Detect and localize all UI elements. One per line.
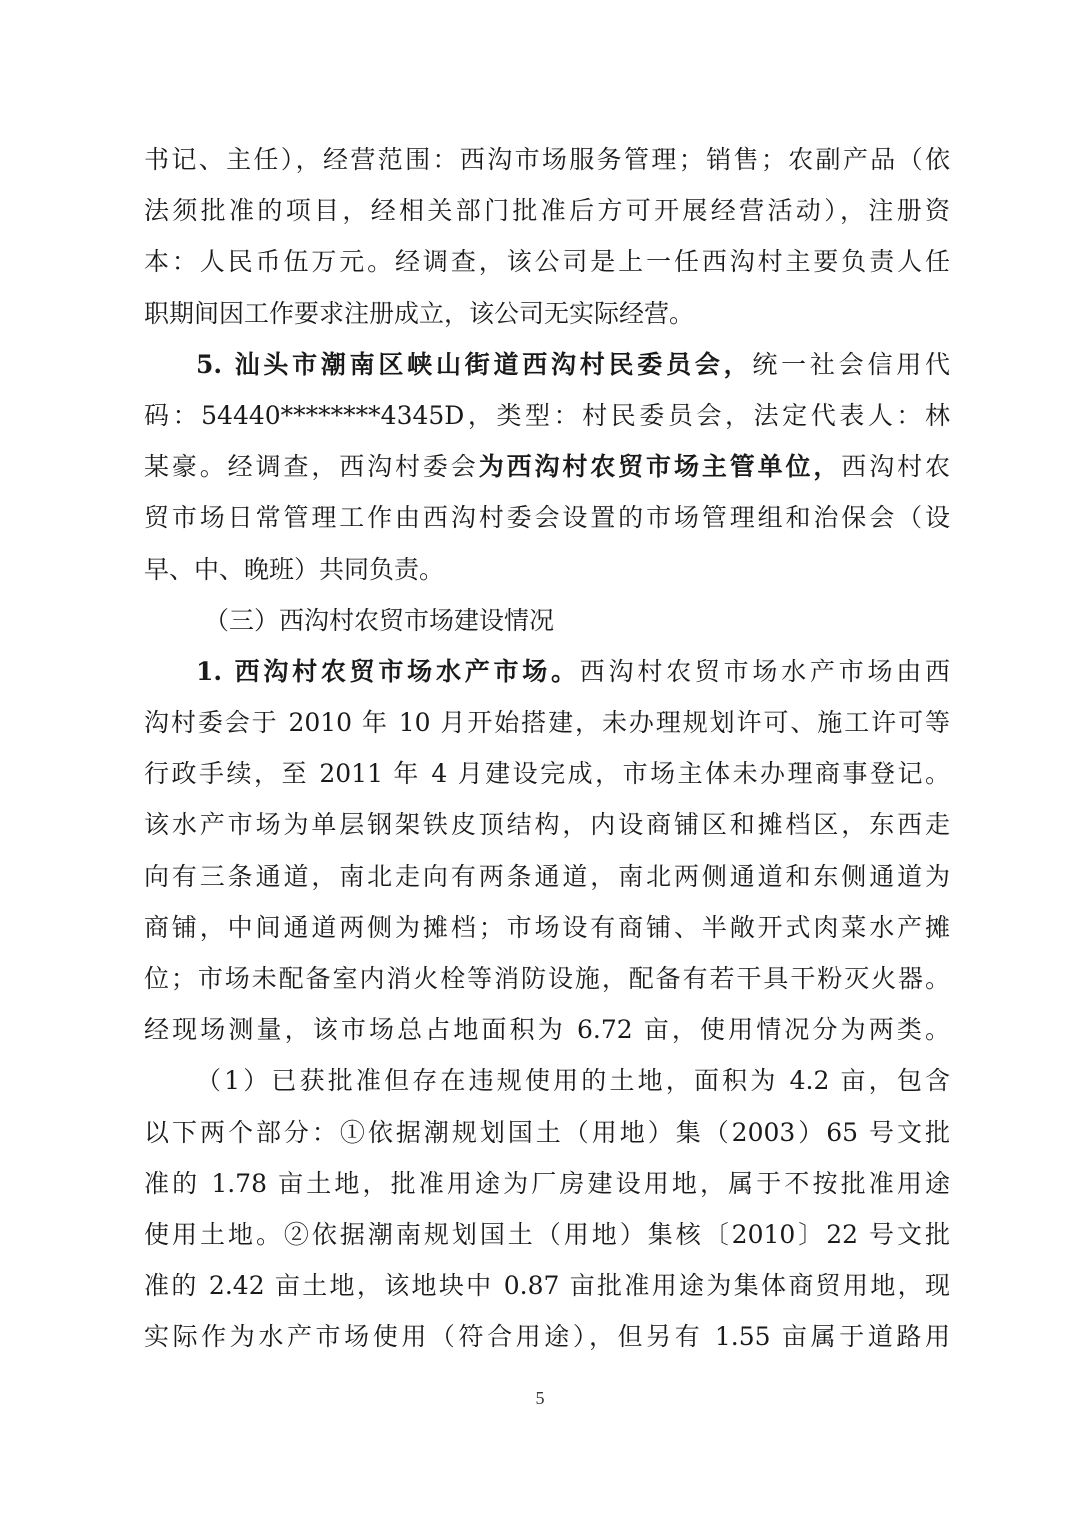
bold-heading-span: 5. 汕头市潮南区峡山街道西沟村民委员会， <box>196 349 753 379</box>
text-span: 早、中、晚班）共同负责。 <box>144 554 445 584</box>
text-line <box>144 1107 950 1158</box>
text-span: 实际作为水产市场使用（符合用途），但另有 1.55 亩属于道路用 <box>144 1322 950 1352</box>
text-span: 某豪。经调查，西沟村委会 <box>144 452 479 482</box>
bold-emphasis-span: 为西沟村农贸市场主管单位， <box>478 452 842 482</box>
text-span: 沟村委会于 2010 年 10 月开始搭建，未办理规划许可、施工许可等 <box>144 708 950 738</box>
text-span: 经现场测量，该市场总占地面积为 6.72 亩，使用情况分为两类。 <box>144 1015 950 1045</box>
text-span: 书记、主任），经营范围：西沟市场服务管理；销售；农副产品（依 <box>144 145 950 174</box>
text-line <box>144 1055 950 1106</box>
text-line <box>144 1209 950 1260</box>
text-span: 贸市场日常管理工作由西沟村委会设置的市场管理组和治保会（设 <box>144 503 950 533</box>
page-number: 5 <box>535 1388 545 1408</box>
text-line <box>144 748 950 799</box>
text-span: 准的 1.78 亩土地，批准用途为厂房建设用地，属于不按批准用途 <box>144 1168 950 1198</box>
text-line <box>144 799 950 850</box>
body-text <box>144 134 950 1363</box>
section-heading <box>144 595 950 646</box>
text-line <box>144 697 950 748</box>
text-line <box>144 390 950 441</box>
text-span: 位；市场未配备室内消火栓等消防设施，配备有若干具干粉灭火器。 <box>144 964 950 993</box>
text-line <box>144 134 950 185</box>
text-span: 法须批准的项目，经相关部门批准后方可开展经营活动），注册资 <box>144 196 950 226</box>
text-span: 该水产市场为单层钢架铁皮顶结构，内设商铺区和摊档区，东西走 <box>144 810 950 840</box>
text-line <box>144 492 950 543</box>
text-line <box>144 339 950 390</box>
text-line <box>144 1311 950 1362</box>
text-line <box>144 441 950 492</box>
text-line <box>144 1158 950 1209</box>
text-line <box>144 851 950 902</box>
text-span: 码：54440********4345D，类型：村民委员会，法定代表人：林 <box>144 400 950 430</box>
text-line <box>144 902 950 953</box>
text-span: 西沟村农贸市场水产市场由西 <box>579 656 950 686</box>
text-span: 西沟村农 <box>841 452 950 482</box>
text-line <box>144 236 950 287</box>
text-line <box>144 953 950 1004</box>
text-span: 以下两个部分：①依据潮规划国土（用地）集（2003）65 号文批 <box>144 1117 950 1147</box>
bold-heading-span: 1. 西沟村农贸市场水产市场。 <box>196 656 580 686</box>
text-line <box>144 185 950 236</box>
text-line <box>144 1004 950 1055</box>
text-line <box>144 1260 950 1311</box>
text-span: 本：人民币伍万元。经调查，该公司是上一任西沟村主要负责人任 <box>144 247 950 277</box>
text-line <box>144 544 950 595</box>
text-span: 准的 2.42 亩土地，该地块中 0.87 亩批准用途为集体商贸用地，现 <box>144 1271 950 1301</box>
text-span: 向有三条通道，南北走向有两条通道，南北两侧通道和东侧通道为 <box>144 861 950 891</box>
text-span: 职期间因工作要求注册成立，该公司无实际经营。 <box>144 298 695 328</box>
text-span: （1）已获批准但存在违规使用的土地，面积为 4.2 亩，包含 <box>196 1066 950 1096</box>
text-span: 使用土地。②依据潮南规划国土（用地）集核〔2010〕22 号文批 <box>144 1219 950 1249</box>
text-line <box>144 288 950 339</box>
text-span: 行政手续，至 2011 年 4 月建设完成，市场主体未办理商事登记。 <box>144 759 950 789</box>
text-line <box>144 646 950 697</box>
section-heading-text: （三）西沟村农贸市场建设情况 <box>204 605 555 635</box>
text-span: 商铺，中间通道两侧为摊档；市场设有商铺、半敞开式肉菜水产摊 <box>144 912 950 942</box>
text-span: 统一社会信用代 <box>752 349 950 379</box>
